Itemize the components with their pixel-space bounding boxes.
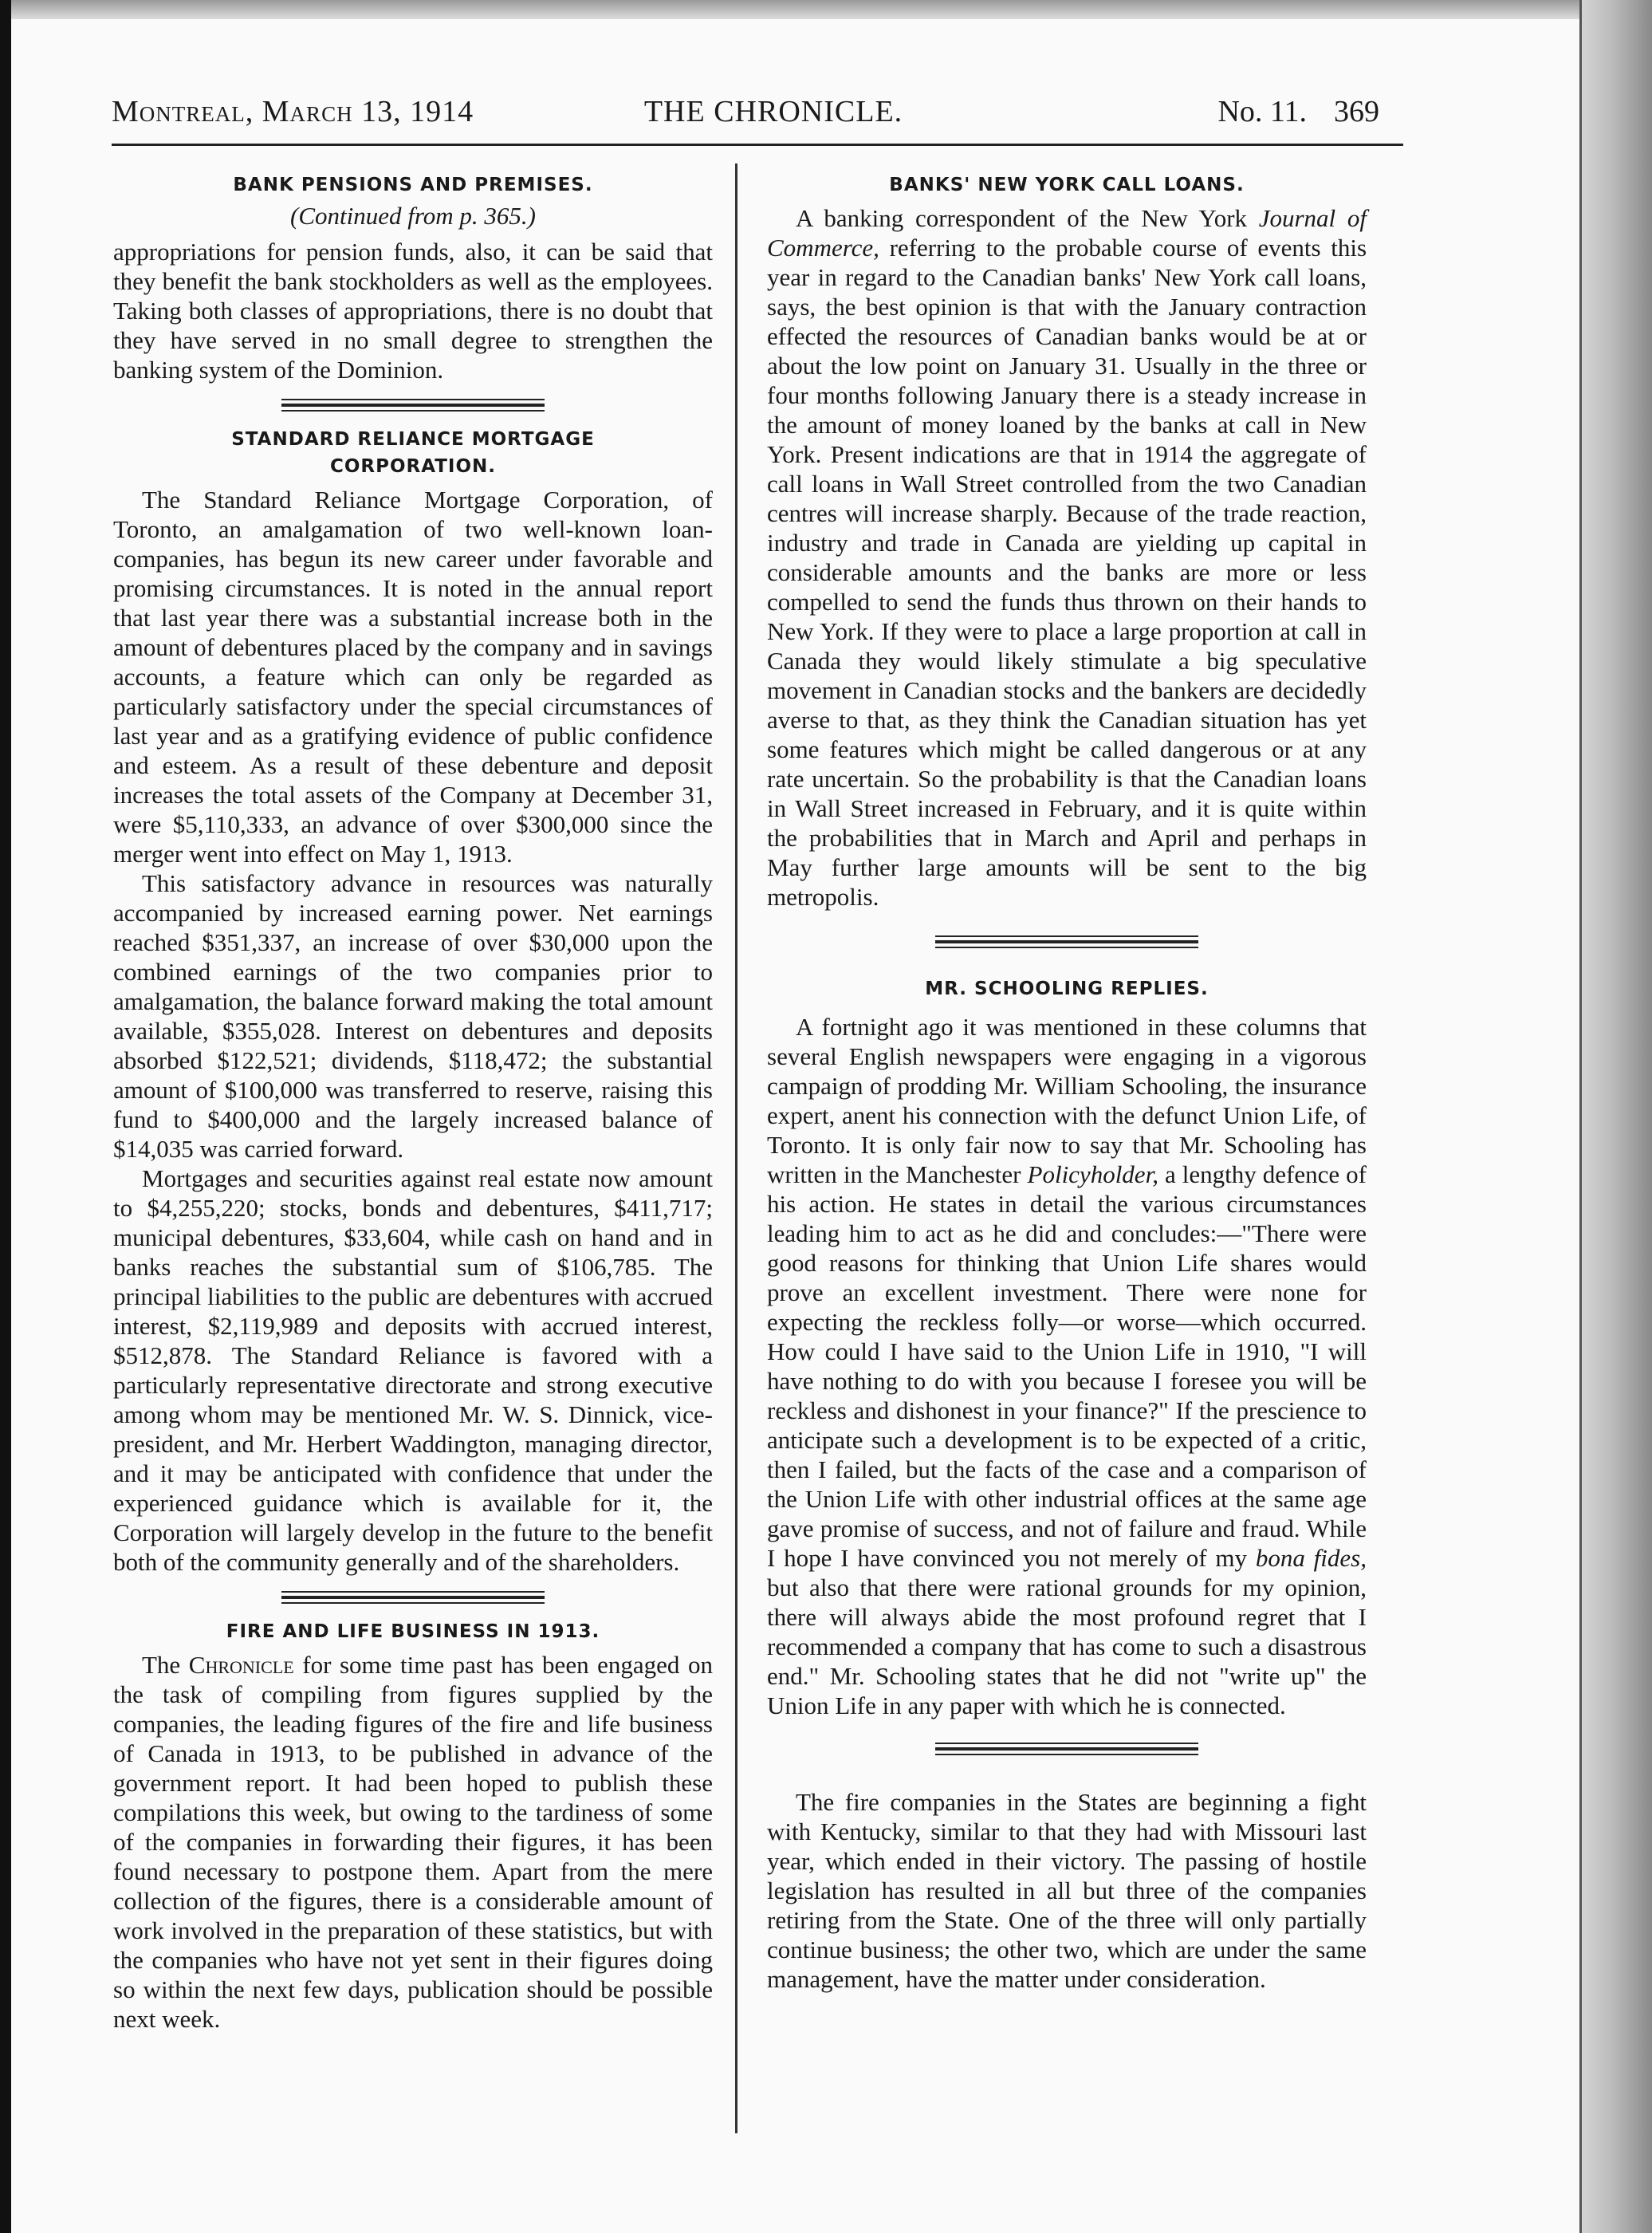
section-rule [935, 935, 1198, 948]
scan-top-edge [11, 0, 1582, 19]
section-rule [281, 1591, 545, 1604]
text-run: A banking correspondent of the New York [796, 204, 1248, 232]
header-issue: No. 11. [1217, 95, 1307, 128]
text-run: referring to the probable course of events this year in regard to the Canadian banks' New York call loans, says, the best opinion is that with the January contraction effected the resources of Canadian banks would be at or about the low point on January 31. Usually in the three or four months following January there is a steady increase in the amount of money loaned by the banks at call in New York. Present indications are that in 1914 the aggregate of call loans in Wall Street controlled from the two Canadian centres will increase sharply. Because of the trade reaction, industry and trade in Canada are yielding up capital in considerable amounts and the banks are more or less compelled to send the funds thus thrown on their hands to New York. If they were to place a large proportion at call in Canada they would likely stimulate a big speculative movement in Canadian stocks and the bankers are decidedly averse to that, as they think the Canadian situation has yet some features which might be called dangerous or at any rate uncertain. So the probability is that the Canadian loans in Wall Street increased in February, and it is quite within the probabilities that in March and April and perhaps in May further large amounts will be sent to the big metropolis. [767, 234, 1367, 911]
text-run: a lengthy defence of his action. He states in detail the various circumstances leading him to act as he did and concludes:—"There were good reasons for thinking that Union Life shares would prove an excellent investment. There were none for expecting the reckless folly—or worse—which occurred. How could I have said to the Union Life in 1910, "I will have nothing to do with you because I foresee you will be reckless and dishonest in your finance?" If the prescience to anticipate such a development is to be expected of a critic, then I failed, but the facts of the case and a comparison of the Union Life with other industrial offices at the same age gave promise of success, and not of failure and fraud. While I hope I have convinced you not merely of my [767, 1160, 1367, 1572]
header-title: THE CHRONICLE. [643, 95, 903, 128]
header-page-number: 369 [1334, 95, 1379, 128]
article-paragraph: The fire companies in the States are beginning a fight with Kentucky, similar to that they had with Missouri last year, which ended in their victory. The passing of hostile legislation has resulted in all but three of the companies retiring from the State. One of the three will only partially continue business; the other two, which are under the same management, have the matter under consideration. [767, 1788, 1367, 1993]
running-header [112, 88, 1403, 136]
column-divider [735, 163, 738, 2133]
text-run: but also that there were rational grounds for my opinion, there will always abide the most profound regret that I recommended a company that has come to such a disastrous end." Mr. Schooling states that he did not "write up" the Union Life in any paper with which he is connected. [767, 1573, 1367, 1719]
article-paragraph [767, 1012, 1367, 1720]
header-date: Montreal, March 13, 1914 [112, 95, 474, 128]
article-title: FIRE AND LIFE BUSINESS IN 1913. [226, 1621, 600, 1642]
article-schooling-replies [767, 975, 1367, 1720]
article-title: MR. SCHOOLING REPLIES. [925, 979, 1209, 999]
article-banks-call-loans [767, 171, 1367, 912]
header-rule [112, 144, 1403, 146]
article-paragraph [767, 203, 1367, 912]
text-run: for some time past has been engaged on the task of compiling from figures supplied by the companies, the leading figures of the fire and life business of Canada in 1913, to be published in advance of the government report. It had been hoped to publish these compilations this week, but owing to the tardiness of some of the companies in forwarding their figures, it has been found necessary to postpone them. Apart from the mere collection of the figures, there is a considerable amount of work involved in the preparation of these statistics, but with the companies who have not yet sent in their figures doing so within the next few days, publication should be possible next week. [113, 1651, 713, 2033]
section-rule [935, 1743, 1198, 1755]
article-fire-companies-kentucky [767, 1787, 1367, 1994]
text-run: The [142, 1651, 181, 1679]
article-title-line-1: STANDARD RELIANCE MORTGAGE [231, 429, 595, 450]
italic-phrase: bona fides, [1255, 1544, 1367, 1572]
article-paragraph [113, 1650, 713, 2034]
article-bank-pensions [113, 171, 713, 384]
header-issue-page [1190, 94, 1379, 129]
continued-note: (Continued from p. 365.) [290, 202, 536, 230]
article-paragraph: Mortgages and securities against real estate now amount to $4,255,220; stocks, bonds and debentures, $411,717; municipal debentures, $33,604, while cash on hand and in banks reaches the substantial sum of $106,785. The principal liabilities to the public are debentures with accrued interest, $2,119,989 and deposits with accrued interest, $512,878. The Standard Reliance is favored with a particularly representative directorate and strong executive among whom may be mentioned Mr. W. S. Dinnick, vice-president, and Mr. Herbert Waddington, managing director, and it may be anticipated with confidence that under the experienced guidance which is available for it, the Corporation will largely develop in the future to the benefit both of the community generally and of the shareholders. [113, 1164, 713, 1576]
scan-left-border [0, 0, 11, 2233]
article-title: BANKS' NEW YORK CALL LOANS. [889, 175, 1245, 195]
text-run: A fortnight ago it was mentioned in these columns that several English newspapers were engaging in a vigorous campaign of prodding Mr. William Schooling, the insurance expert, anent his connection with the defunct Union Life, of Toronto. It is only fair now to say that Mr. Schooling has written in the Manchester [767, 1013, 1367, 1188]
publication-name: Journal of Commerce, [767, 204, 1367, 262]
right-column [767, 171, 1367, 1994]
publication-name: Policyholder, [1027, 1160, 1158, 1188]
article-title: BANK PENSIONS AND PREMISES. [233, 175, 593, 195]
article-paragraph: This satisfactory advance in resources was naturally accompanied by increased earning power. Net earnings reached $351,337, an increase of over $30,000 upon the combined earnings of the two companies prior to amalgamation, the balance forward making the total amount available, $355,028. Interest on debentures and deposits absorbed $122,521; dividends, $118,472; the substantial amount of $100,000 was transferred to reserve, raising this fund to $400,000 and the largely increased balance of $14,035 was carried forward. [113, 869, 713, 1163]
article-paragraph: The Standard Reliance Mortgage Corporation, of Toronto, an amalgamation of two well-known loan-companies, has begun its new career under favorable and promising circumstances. It is noted in the annual report that last year there was a substantial increase both in the amount of debentures placed by the company and in savings accounts, a feature which can only be regarded as particularly satisfactory under the special circumstances of last year and as a gratifying evidence of public confidence and esteem. As a result of these debenture and deposit increases the total assets of the Company at December 31, were $5,110,333, an advance of over $300,000 since the merger went into effect on May 1, 1913. [113, 486, 713, 868]
publication-name: Chronicle [188, 1651, 294, 1679]
article-paragraph: appropriations for pension funds, also, it can be said that they benefit the bank stockholders as well as the employees. Taking both classes of appropriations, there is no doubt that they have served in no small degree to strengthen the banking system of the Dominion. [113, 238, 713, 384]
scan-right-edge [1582, 0, 1652, 2233]
article-title-line-2: CORPORATION. [329, 456, 497, 477]
left-column [113, 171, 713, 2034]
section-rule [281, 399, 545, 412]
article-fire-and-life [113, 1618, 713, 2034]
article-standard-reliance [113, 426, 713, 1577]
